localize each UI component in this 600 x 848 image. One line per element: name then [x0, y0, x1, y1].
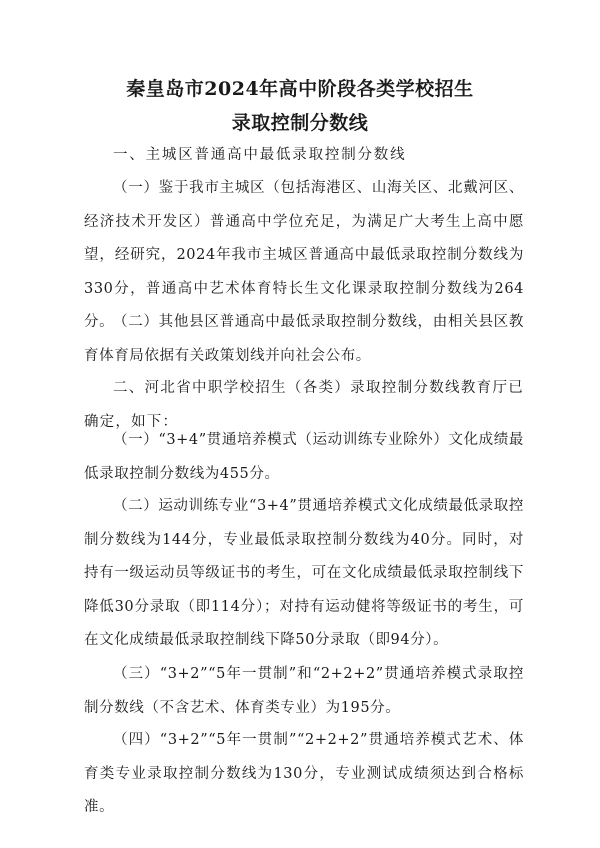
document-title-line1: 秦皇岛市2024年高中阶段各类学校招生 — [126, 78, 474, 100]
section2-item4-paragraph: （四）“3+2”“5年一贯制”“2+2+2”贯通培养模式艺术、体育类专业录取控制分数线为130分，专业测试成绩须达到合格标准。 — [84, 732, 524, 815]
section2-heading: 二、河北省中职学校招生（各类）录取控制分数线教育厅已确定，如下： — [84, 380, 524, 430]
section1-item1-paragraph: （一）鉴于我市主城区（包括海港区、山海关区、北戴河区、经济技术开发区）普通高中学位充足，为满足广大考生上高中愿望，经研究，2024年我市主城区普通高中最低录取控制分数线为330分，普通高中艺术体育特长生文化课录取控制分数线为264分。 — [84, 180, 524, 330]
section2-item1-paragraph: （一）“3+4”贯通培养模式（运动训练专业除外）文化成绩最低录取控制分数线为455分。 — [84, 432, 524, 482]
section1-heading: 一、主城区普通高中最低录取控制分数线 — [113, 147, 407, 163]
section2-item2-paragraph: （二）运动训练专业“3+4”贯通培养模式文化成绩最低录取控制分数线为144分，专业最低录取控制分数线为40分。同时，对持有一级运动员等级证书的考生，可在文化成绩最低录取控制线下降低30分录取（即114分）；对持有运动健将等级证书的考生，可在文化成绩最低录取控制线下降50分录取（即94分）。 — [84, 498, 524, 648]
section1-item2-paragraph: （二）其他县区普通高中最低录取控制分数线，由相关县区教育体育局依据有关政策划线并向社会公布。 — [84, 314, 524, 364]
document-title-line2: 录取控制分数线 — [231, 112, 369, 134]
section2-item3-paragraph: （三）“3+2”“5年一贯制”和“2+2+2”贯通培养模式录取控制分数线（不含艺术、体育类专业）为195分。 — [84, 666, 524, 716]
